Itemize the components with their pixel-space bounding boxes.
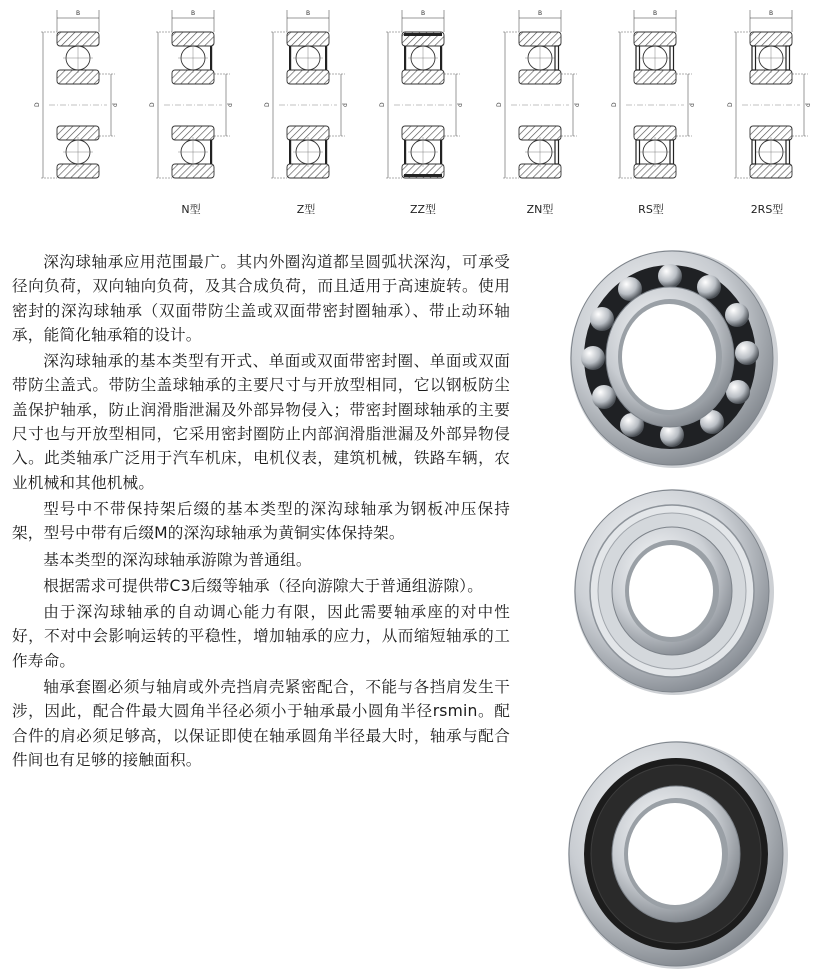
paragraph: 深沟球轴承的基本类型有开式、单面或双面带密封圈、单面或双面带防尘盖式。带防尘盖球轴承的主要尺寸与开放型相同，它以钢板防尘盖保护轴承，防止润滑脂泄漏及外部异物侵入；带密封圈球轴承的主要尺寸也与开放型相同，它采用密封圈防止内部润滑脂泄漏及外部异物侵入。此类轴承广泛用于汽车机床，电机仪表，建筑机械，铁路车辆，农业机械和其他机械。 [12, 352, 510, 492]
dimension-bore-d-label: d [805, 103, 812, 107]
cross-section-svg [380, 8, 472, 188]
paragraph: 根据需求可提供带C3后缀等轴承（径向游隙大于普通组游隙）。 [43, 576, 484, 595]
dimension-outer-d-label: D [149, 102, 156, 107]
type-label-zz: ZZ型 [409, 203, 437, 216]
cross-section-svg [35, 8, 127, 188]
type-label-zn: ZN型 [526, 203, 554, 216]
dimension-outer-d-label: D [611, 102, 618, 107]
dimension-outer-d-label: D [496, 102, 503, 107]
type-label-rs: RS型 [638, 203, 664, 216]
dimension-outer-d-label: D [727, 102, 734, 107]
dimension-b-label: B [75, 10, 81, 17]
dimension-bore-d-label: d [574, 103, 581, 107]
bearing-type-diagrams [0, 0, 827, 230]
type-label-n: N型 [181, 203, 201, 216]
dimension-bore-d-label: d [112, 103, 119, 107]
diagram-n-type [35, 8, 127, 188]
article-body [12, 250, 510, 774]
dimension-b-label: B [768, 10, 774, 17]
dimension-bore-d-label: d [227, 103, 234, 107]
cross-section-svg [497, 8, 589, 188]
cross-section-svg [728, 8, 820, 188]
diagram-rs-type [497, 8, 589, 188]
dimension-bore-d-label: d [342, 103, 349, 107]
dimension-outer-d-label: D [379, 102, 386, 107]
dimension-outer-d-label: D [34, 102, 41, 107]
paragraph: 轴承套圈必须与轴肩或外壳挡肩壳紧密配合，不能与各挡肩发生干涉，因此，配合件最大圆角半径必须小于轴承最小圆角半径rsmin。配合件的肩必须足够高，以保证即使在轴承圆角半径最大时，轴承与配合件间也有足够的接触面积。 [12, 678, 510, 769]
dimension-b-label: B [652, 10, 658, 17]
diagram-z-type [150, 8, 242, 188]
dimension-bore-d-label: d [457, 103, 464, 107]
dimension-b-label: B [420, 10, 426, 17]
open-bearing-photo [562, 245, 784, 475]
cross-section-svg [150, 8, 242, 188]
dimension-b-label: B [537, 10, 543, 17]
paragraph: 由于深沟球轴承的自动调心能力有限，因此需要轴承座的对中性好，不对中会影响运转的平稳性，增加轴承的应力，从而缩短轴承的工作寿命。 [12, 603, 510, 670]
diagram-2rs-type [612, 8, 704, 188]
paragraph: 型号中不带保持架后缀的基本类型的深沟球轴承为钢板冲压保持架，型号中带有后缀M的深沟球轴承为黄铜实体保持架。 [12, 499, 510, 543]
dimension-bore-d-label: d [689, 103, 696, 107]
dimension-outer-d-label: D [264, 102, 271, 107]
dimension-b-label: B [305, 10, 311, 17]
type-label-2rs: 2RS型 [750, 203, 784, 216]
sealed-bearing-photo [560, 735, 792, 973]
cross-section-svg [265, 8, 357, 188]
type-label-z: Z型 [296, 203, 316, 216]
diagram-2rs-type-b [728, 8, 820, 188]
shielded-bearing-photo [568, 486, 778, 698]
diagram-zz-type [265, 8, 357, 188]
paragraph: 基本类型的深沟球轴承游隙为普通组。 [43, 550, 312, 569]
diagram-zn-type [380, 8, 472, 188]
paragraph: 深沟球轴承应用范围最广。其内外圈沟道都呈圆弧状深沟，可承受径向负荷，双向轴向负荷，及其合成负荷，而且适用于高速旋转。使用密封的深沟球轴承（双面带防尘盖或双面带密封圈轴承）、带止动环轴承，能简化轴承箱的设计。 [12, 253, 510, 344]
cross-section-svg [612, 8, 704, 188]
dimension-b-label: B [190, 10, 196, 17]
